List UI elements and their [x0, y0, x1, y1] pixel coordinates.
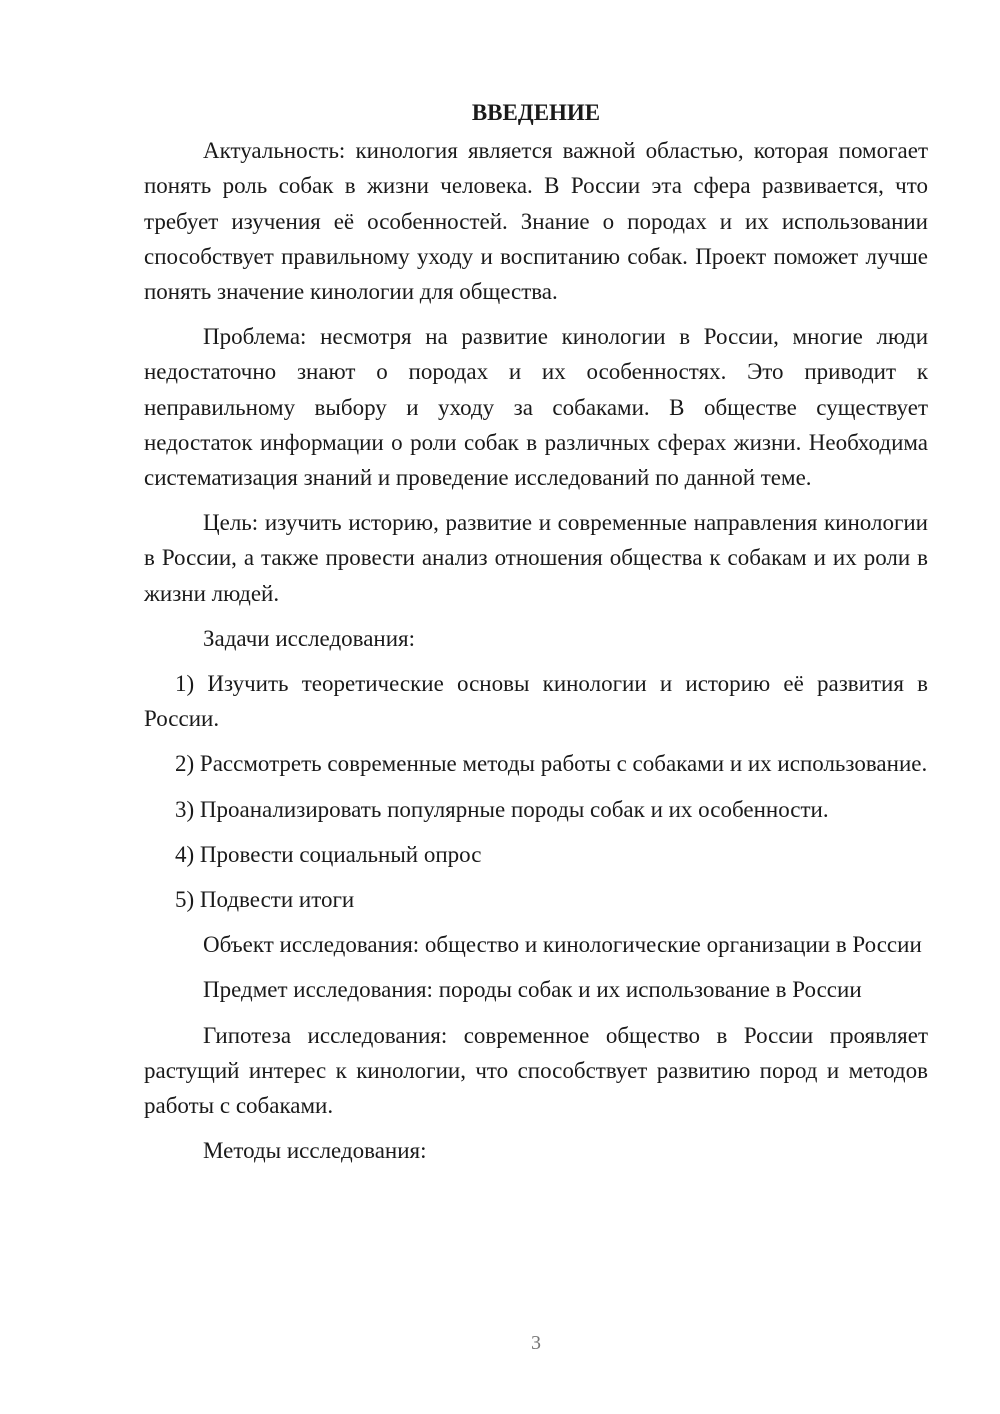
tasks-heading: Задачи исследования:	[203, 625, 416, 651]
page-title: ВВЕДЕНИЕ	[471, 100, 601, 125]
object-paragraph: Объект исследования: общество и кинологические организации в России	[203, 932, 922, 958]
task-item-3: 3) Проанализировать популярные породы собак и их особенности.	[175, 796, 829, 822]
page-content	[144, 95, 928, 1178]
relevance-paragraph: Актуальность: кинология является важной областью, которая помогает понять роль собак в жизни человека. В России эта сфера развивается, что требует изучения её особенностей. Знание о породах и их использовании способствует правильному уходу и воспитанию собак. Проект поможет лучше понять значение кинологии для общества.	[144, 138, 928, 305]
goal-paragraph: Цель: изучить историю, развитие и современные направления кинологии в России, а также провести анализ отношения общества к собакам и их роли в жизни людей.	[144, 510, 928, 606]
task-item-5: 5) Подвести итоги	[175, 887, 355, 913]
task-item-1: 1) Изучить теоретические основы кинологии и историю её развития в России.	[144, 671, 928, 732]
methods-heading: Методы исследования:	[203, 1138, 427, 1164]
page-number: 3	[531, 1332, 541, 1354]
subject-paragraph: Предмет исследования: породы собак и их использование в России	[203, 977, 862, 1003]
hypothesis-paragraph: Гипотеза исследования: современное общество в России проявляет растущий интерес к кинологии, что способствует развитию пород и методов работы с собаками.	[144, 1022, 928, 1119]
task-item-2: 2) Рассмотреть современные методы работы с собаками и их использование.	[175, 751, 928, 777]
problem-paragraph: Проблема: несмотря на развитие кинологии в России, многие люди недостаточно знают о породах и их особенностях. Это приводит к неправильному выбору и уходу за собаками. В обществе существует недостаток информации о роли собак в различных сферах жизни. Необходима систематизация знаний и проведение исследований по данной теме.	[144, 324, 928, 491]
task-item-4: 4) Провести социальный опрос	[175, 841, 482, 867]
